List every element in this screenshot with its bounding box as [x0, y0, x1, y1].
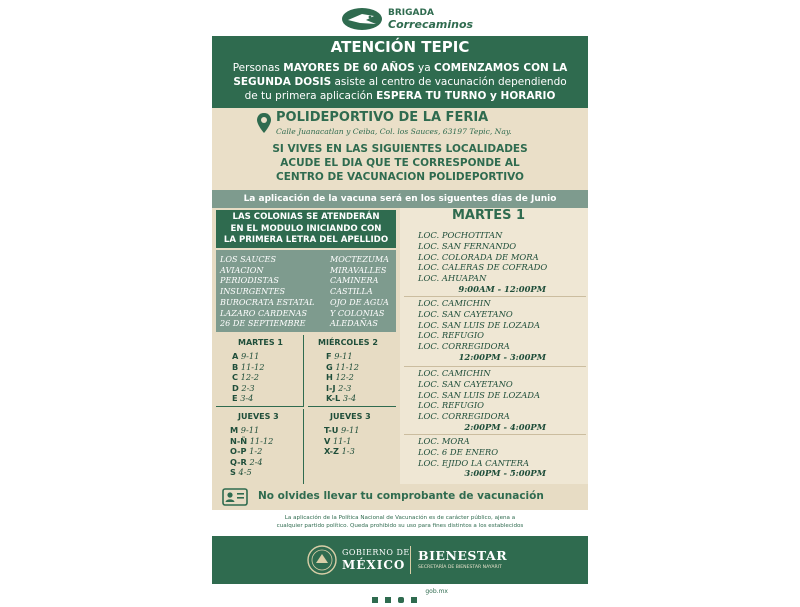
list-item: LOC. SAN FERNANDO	[418, 240, 517, 251]
letter-range: F	[326, 351, 332, 361]
schedule-rows	[324, 425, 359, 457]
schedule-row	[230, 467, 273, 478]
banner-line-1	[212, 62, 588, 74]
hour-range: 3-4	[240, 393, 254, 404]
list-item: LOC. CAMICHIN	[418, 368, 491, 378]
hour-range: 12-2	[335, 372, 354, 383]
list-item: INSURGENTES	[220, 286, 286, 297]
list-item: LOC. 6 DE ENERO	[418, 446, 499, 457]
hour-range: 4-5	[238, 467, 252, 478]
schedule-row	[232, 393, 264, 404]
schedule-row	[326, 393, 359, 404]
hour-range: 9-11	[341, 425, 360, 435]
gov-top: GOBIERNO DE	[342, 548, 410, 557]
banner-title: ATENCIÓN TEPIC	[330, 38, 470, 56]
loc-group-4	[418, 436, 586, 479]
loc-group-2	[418, 298, 586, 363]
list-item: OJO DE AGUA	[330, 296, 389, 307]
schedule-row	[232, 362, 264, 373]
brand-top: BRIGADA	[388, 8, 434, 18]
colonias-right-list	[330, 254, 389, 329]
banner-text: asiste al centro de vacunación dependiendo	[331, 76, 567, 88]
list-item: LOC. EJIDO LA CANTERA	[418, 457, 529, 468]
divider	[404, 366, 586, 367]
roadrunner-icon	[340, 6, 384, 32]
time-range: 9:00AM - 12:00PM	[458, 283, 546, 294]
hour-range: 11-1	[332, 435, 352, 446]
list-item: LOC. AHUAPAN	[418, 273, 487, 284]
colonias-header	[216, 210, 396, 248]
list-item: LOC. REFUGIO	[418, 400, 485, 411]
venue-name: POLIDEPORTIVO DE LA FERIA	[276, 110, 489, 125]
hour-range: 11-12	[335, 361, 359, 372]
letter-range: N-Ñ	[230, 435, 248, 446]
list-item: MOCTEZUMA	[330, 254, 389, 264]
mexico-seal-icon	[306, 544, 338, 576]
instagram-icon[interactable]	[398, 597, 404, 603]
schedule-row	[230, 425, 273, 436]
schedule-title: JUEVES 3	[238, 412, 279, 421]
list-item: ALEDAÑAS	[330, 318, 378, 329]
loc-group-3	[418, 368, 586, 433]
list-item: LOC. SAN CAYETANO	[418, 378, 513, 389]
notice-line-3: CENTRO DE VACUNACION POLIDEPORTIVO	[276, 171, 524, 183]
reminder-bar	[212, 484, 588, 510]
bienestar-sub: SECRETARÍA DE BIENESTAR NAYARIT	[418, 565, 502, 570]
schedule-title: JUEVES 3	[330, 412, 371, 421]
hour-range: 2-3	[338, 382, 352, 393]
letter-range: C	[232, 372, 239, 383]
colonias-header-line: EN EL MODULO INICIANDO CON	[230, 223, 382, 234]
list-item: LOC. CORREGIDORA	[418, 341, 510, 352]
banner-line-3	[212, 90, 588, 102]
id-card-icon	[222, 488, 248, 506]
schedule-row	[230, 446, 273, 457]
list-item: LOC. SAN LUIS DE LOZADA	[418, 319, 541, 330]
list-item: AVIACION	[220, 264, 264, 275]
list-item: LAZARO CARDENAS	[220, 307, 307, 318]
letter-range: B	[232, 361, 239, 372]
schedule-row	[324, 446, 359, 457]
schedule-miercoles	[308, 335, 396, 407]
letter-range: K-L	[326, 393, 341, 404]
letter-range: H	[326, 372, 333, 383]
days-bar: La aplicación de la vacuna será en los siguentes días de Junio	[212, 190, 588, 208]
list-item: LOC. CALERAS DE COFRADO	[418, 262, 548, 273]
letter-range: M	[230, 425, 239, 435]
schedule-row	[230, 457, 273, 468]
list-item: CAMINERA	[330, 275, 379, 286]
hour-range: 1-3	[341, 446, 355, 457]
list-item: 26 DE SEPTIEMBRE	[220, 318, 306, 329]
letter-range: O-P	[230, 446, 247, 457]
list-item: LOC. CAMICHIN	[418, 298, 491, 308]
schedule-row	[232, 372, 264, 383]
brand-bottom: Correcaminos	[388, 18, 474, 31]
banner-emphasis: ESPERA TU TURNO y HORARIO	[376, 90, 556, 102]
hour-range: 2-4	[249, 456, 263, 467]
letter-range: A	[232, 351, 239, 361]
list-item: Y COLONIAS	[330, 307, 385, 318]
notice-section	[212, 140, 588, 190]
facebook-icon[interactable]	[372, 597, 378, 603]
list-item: MIRAVALLES	[330, 264, 387, 275]
list-item: PERIODISTAS	[220, 275, 279, 286]
schedule-row	[230, 436, 273, 447]
list-item: LOC. COLORADA DE MORA	[418, 251, 539, 262]
hour-range: 1-2	[249, 446, 263, 457]
divider	[404, 434, 586, 435]
schedule-title: MARTES 1	[238, 338, 283, 347]
notice-line-2: ACUDE EL DIA QUE TE CORRESPONDE AL	[280, 157, 520, 169]
list-item: BUROCRATA ESTATAL	[220, 296, 315, 307]
colonias-header-line: LAS COLONIAS SE ATENDERÁN	[232, 212, 380, 222]
hour-range: 9-11	[240, 425, 260, 435]
hour-range: 2-3	[241, 382, 255, 393]
bienestar-title: BIENESTAR	[418, 548, 508, 563]
schedule-row	[232, 383, 264, 394]
letter-range: E	[232, 393, 238, 404]
reminder-text: No olvides llevar tu comprobante de vacunación	[258, 490, 544, 502]
schedule-row	[326, 383, 359, 394]
hour-range: 11-12	[249, 435, 274, 446]
banner-text: ya	[414, 62, 434, 74]
schedule-row	[324, 436, 359, 447]
venue-section	[212, 108, 588, 140]
attention-banner	[212, 36, 588, 108]
colonias-header-line: LA PRIMERA LETRA DEL APELLIDO	[223, 235, 389, 245]
schedule-rows	[230, 425, 273, 478]
venue-address: Calle Juanacatlan y Ceiba, Col. los Sauces, 63197 Tepic, Nay.	[276, 127, 512, 136]
colonias-left-list	[220, 254, 315, 329]
social-row	[372, 588, 452, 598]
notice-line-1: SI VIVES EN LAS SIGUIENTES LOCALIDADES	[272, 143, 528, 155]
list-item: LOC. REFUGIO	[418, 330, 485, 341]
schedule-jueves-a	[216, 409, 304, 485]
schedule-row	[326, 362, 359, 373]
hour-range: 11-12	[240, 361, 265, 372]
gob-url[interactable]: gob.mx	[425, 588, 448, 595]
hour-range: 3-4	[342, 393, 357, 404]
list-item: LOC. MORA	[418, 436, 470, 446]
colonias-box	[216, 250, 396, 332]
letter-range: G	[326, 361, 333, 372]
list-item: LOC. SAN CAYETANO	[418, 308, 513, 319]
divider	[404, 296, 586, 297]
schedule-title: MIÉRCOLES 2	[318, 338, 378, 347]
footer	[212, 536, 588, 584]
disclaimer-line: cualquier partido político. Queda prohibido su uso para fines distintos a los establecidos	[276, 523, 524, 529]
list-item: LOC. CORREGIDORA	[418, 411, 510, 422]
list-item: LOC. SAN LUIS DE LOZADA	[418, 389, 541, 400]
schedule-rows	[326, 351, 359, 404]
banner-emphasis: SEGUNDA DOSIS	[233, 76, 332, 88]
letter-range: Q-R	[230, 456, 247, 467]
schedule-row	[326, 351, 359, 362]
letter-range: X-Z	[324, 446, 339, 457]
list-item: LOC. POCHOTITAN	[418, 230, 503, 240]
time-range: 3:00PM - 5:00PM	[464, 468, 546, 479]
banner-emphasis: MAYORES DE 60 AÑOS	[283, 62, 415, 74]
banner-text: de tu primera aplicación	[244, 90, 377, 102]
schedule-jueves-b	[308, 409, 396, 485]
youtube-icon[interactable]	[411, 597, 417, 603]
martes-title: MARTES 1	[452, 208, 526, 223]
hour-range: 9-11	[240, 351, 260, 361]
footer-divider	[410, 546, 411, 574]
gov-bottom: MÉXICO	[342, 558, 406, 572]
location-pin-icon	[256, 112, 272, 134]
disclaimer	[212, 514, 588, 530]
twitter-icon[interactable]	[385, 597, 391, 603]
schedule-martes	[216, 335, 304, 407]
banner-emphasis: COMENZAMOS CON LA	[434, 62, 568, 74]
letter-range: D	[232, 382, 239, 393]
letter-range: I-J	[326, 382, 336, 393]
banner-line-2	[212, 76, 588, 88]
schedule-rows	[232, 351, 264, 404]
letter-range: S	[230, 467, 236, 478]
schedule-row	[324, 425, 359, 436]
brigada-logo	[340, 6, 480, 32]
schedule-row	[232, 351, 264, 362]
letter-range: V	[324, 435, 331, 446]
list-item: CASTILLA	[330, 286, 373, 297]
hour-range: 9-11	[334, 351, 353, 361]
poster	[212, 0, 588, 600]
banner-text: Personas	[232, 62, 284, 74]
disclaimer-line: La aplicación de la Política Nacional de Vacunación es de carácter público, ajena a	[284, 515, 516, 521]
hour-range: 12-2	[240, 372, 260, 383]
letter-range: T-U	[324, 425, 339, 435]
time-range: 12:00PM - 3:00PM	[458, 351, 546, 362]
time-range: 2:00PM - 4:00PM	[464, 421, 546, 432]
loc-group-1	[418, 230, 586, 295]
list-item: LOS SAUCES	[220, 254, 276, 264]
schedule-row	[326, 372, 359, 383]
